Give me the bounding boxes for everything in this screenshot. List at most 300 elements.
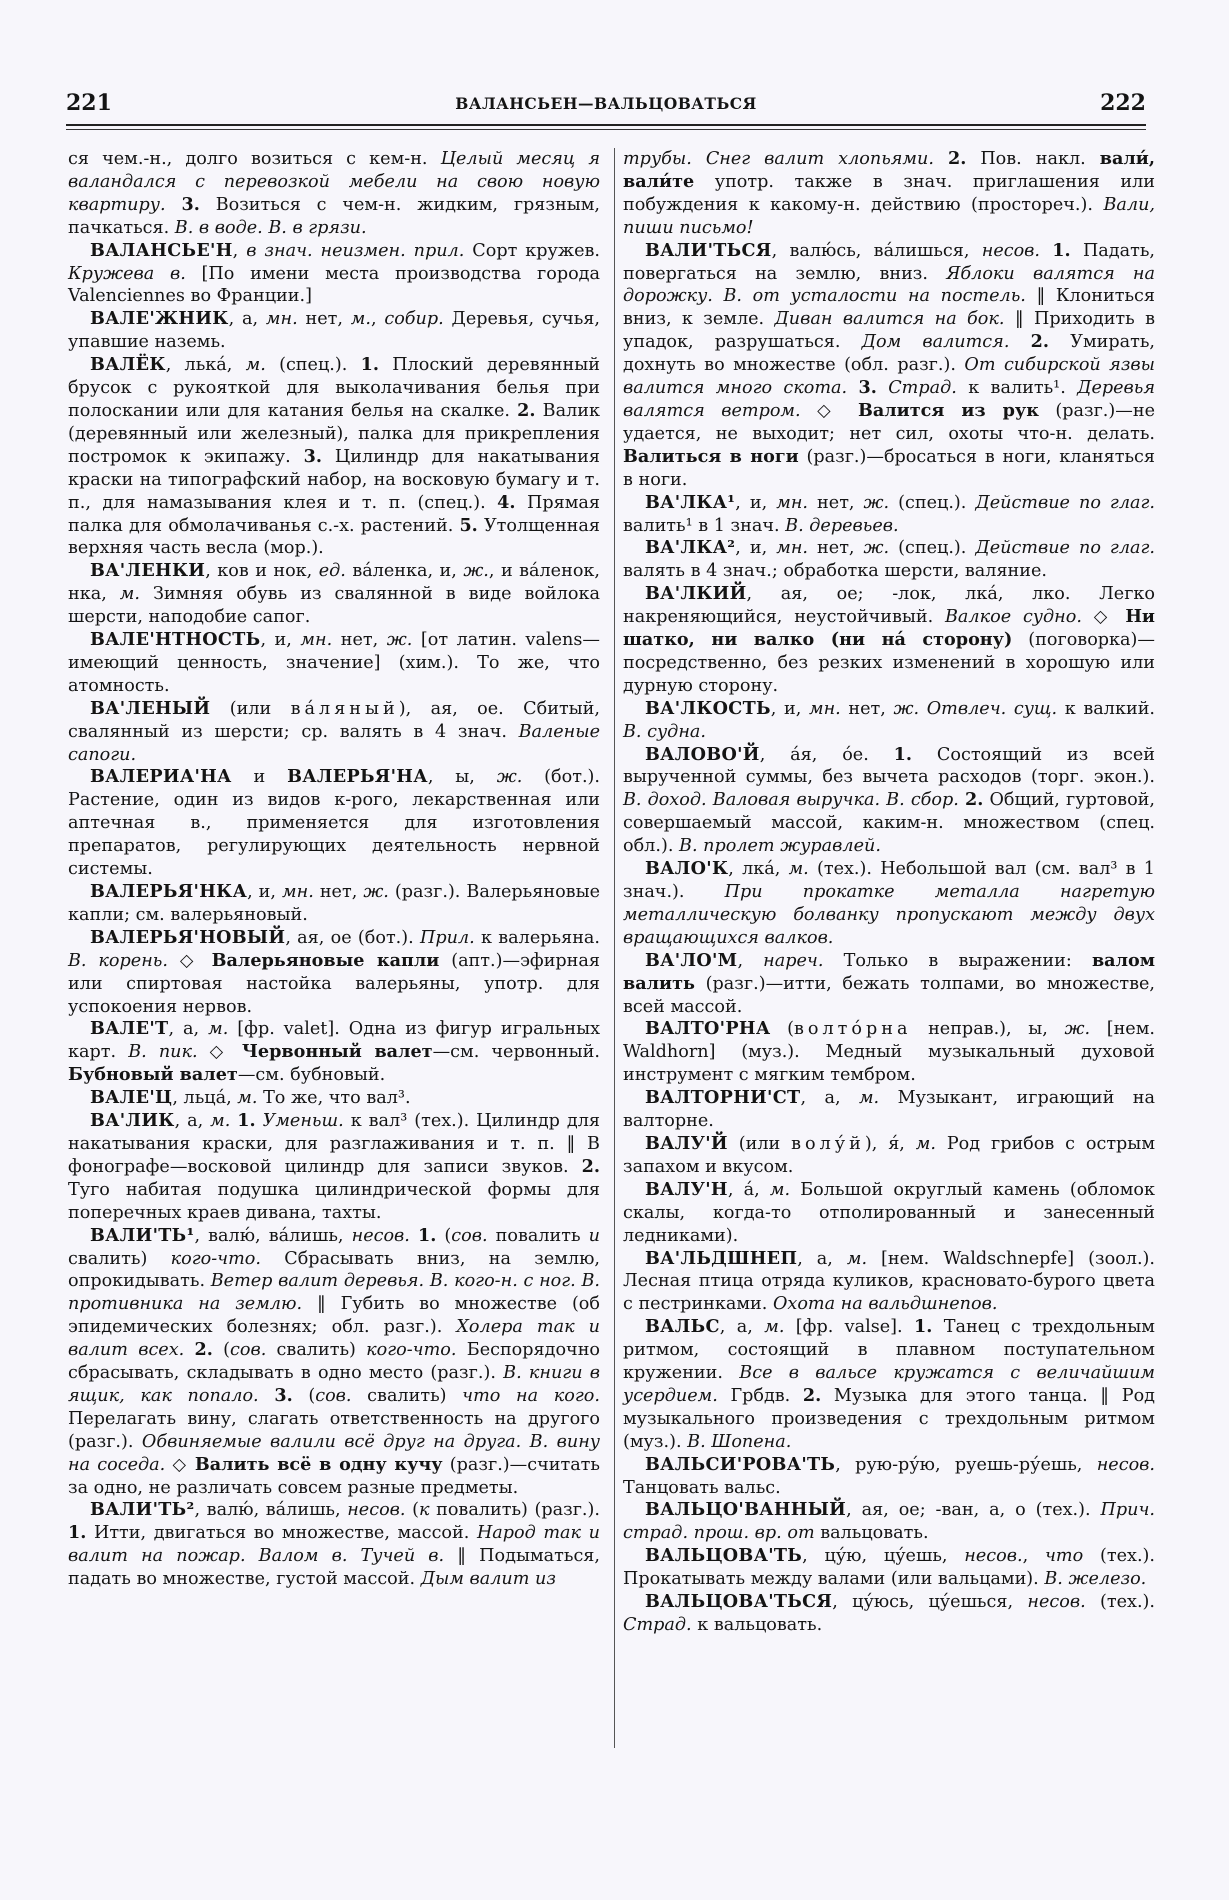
italic-text: В. Шопена. [687,1431,792,1452]
entry-text: к вальцовать. [691,1615,823,1635]
dictionary-entry [623,1248,1155,1317]
entry-text: Танцовать вальс. [623,1477,781,1498]
headword: ВАЛЕ'Ц [90,1087,173,1109]
italic-text: мн. [282,882,314,902]
entry-text: ( [292,1385,316,1406]
italic-text: сов. [315,1385,352,1406]
dictionary-entry [68,629,600,698]
entry-text [184,1340,194,1360]
entry-text: , а, [800,1088,859,1109]
italic-text: мн. [265,309,298,330]
italic-text: что на кого. [462,1385,600,1406]
entry-text: Зимняя обувь из свалянной в виде войлока шерсти, наподобие сапог. [68,584,600,628]
headword: ВАЛЕ'ЖНИК [90,308,229,330]
entry-text: (спец.). [889,538,976,559]
entry-text: Грбдв. [717,1385,803,1406]
entry-text: [фр. valet]. Одна из фигур игральных карт. [68,1019,600,1063]
entry-text: [По имени места производства города Valenciennes во Франции.] [68,263,600,307]
italic-text: и [588,1225,600,1246]
italic-text: ж. [463,561,489,582]
entry-text: , и, [260,630,301,651]
bold-text: 1. [360,354,379,376]
entry-text: Валик (деревянный или железный), палка для прикрепления постромок к экипажу. [68,400,600,467]
italic-text: Диван валится на бок. [774,309,1005,330]
entry-text: Прямая палка для обмолачиванья с.-х. растений. [68,492,600,536]
italic-text: В. судна. [623,721,706,742]
entry-text: Музыка для этого танца. ‖ Род музыкального произведения с трехдольным ритмом (муз.). [623,1385,1155,1452]
entry-text: —см. червонный. [432,1042,600,1063]
entry-text: Только в выражении: [823,950,1092,971]
entry-text: , цу́ю, цу́ешь, [802,1546,965,1567]
entry-text: (спец.). [889,492,976,513]
entry-text: употр. также в знач. приглашения или побуждения к какому-н. действию (простореч.). [623,171,1155,215]
dictionary-entry [68,560,600,629]
entry-text: валить¹ в 1 знач. [623,515,786,536]
entry-text [847,378,858,398]
bold-text: 1. [417,1224,437,1246]
entry-text [166,195,182,215]
italic-text: кого-что. [170,1248,261,1269]
dictionary-entry [623,1545,1155,1591]
entry-text: ся чем.-н., долго возиться с кем-н. [68,149,441,169]
italic-text: м. [788,859,809,880]
bold-text: 3. [858,377,877,399]
headword: ВА'ЛИК [90,1110,175,1132]
entry-text: , и, [735,538,777,559]
dictionary-entry [68,1225,600,1500]
entry-text: , и, [770,698,809,719]
entry-continuation [68,148,600,240]
italic-text: ж. [863,492,890,513]
italic-text: мн. [300,630,333,651]
italic-text: Уменьш. [262,1111,344,1132]
italic-text: Народ так и валит на пожар. Валом в. Тучей в. [68,1523,600,1567]
entry-text: Пов. накл. [966,149,1100,169]
dictionary-entry [68,1018,600,1087]
dictionary-entry [623,744,1155,859]
headword: ВАЛТО'РНА [645,1018,771,1040]
dictionary-entry [623,1018,1155,1087]
dictionary-entry [68,927,600,1019]
italic-text: Вали, пиши письмо! [623,194,1155,238]
italic-text: м. [769,1179,791,1200]
headword: ВА'ЛКА² [645,537,736,559]
entry-text: ◇ [1081,607,1126,628]
italic-text: ж. [863,538,890,559]
bold-text: 4. [497,491,516,513]
headword: ВАЛИ'ТЬСЯ [645,239,772,261]
headword: ВАЛЬЦО'ВАННЫЙ [645,1499,847,1521]
right-column [623,148,1155,1637]
entry-text: ( [770,1019,794,1040]
italic-text: Страд. [623,1615,692,1635]
entry-text: Перелагать вину, слагать ответственность на другого (разг.). [68,1408,600,1452]
italic-text: При прокатке металла нагретую металлическую болванку пропускают между двух вращающихся валков. [623,882,1155,948]
entry-text: Деревья, сучья, упавшие наземь. [68,309,601,353]
entry-text: , и, [247,882,283,902]
italic-text: Обвиняемые валили всё друг на друга. В. вину на соседа. [68,1431,601,1475]
entry-text: , цу́юсь, цу́ешься, [832,1592,1028,1613]
headword: ВАЛЬЦОВА'ТЬСЯ [645,1591,833,1613]
entry-text [410,1226,418,1246]
italic-text: сов. [230,1340,267,1361]
italic-text: мн. [776,538,809,559]
headword: ВАЛУ'Н [645,1178,728,1200]
entry-text: к валить¹. [956,378,1078,399]
bold-text: Ни шатко, ни валко (ни на́ сторону) [623,606,1155,651]
entry-text: волто́рна [793,1019,912,1040]
entry-text: ◇ [197,1042,242,1063]
entry-text: (бот.). Растение, один из видов к-рого, лекарственная или аптечная в., применяется для изготовления препаратов, регулирующих деятельность нервной системы. [68,767,600,880]
entry-text: Утолщенная верхняя часть весла (мор.). [68,515,600,559]
entry-text: (разг.). Валерьяновые капли; см. валерьяновый. [68,882,600,925]
entry-text: нет, [313,882,364,902]
entry-text: ), я́, [864,1133,916,1154]
entry-text: Туго набитая подушка цилиндрической формы для поперечных краев дивана, тахты. [68,1179,600,1223]
entry-text: , а, [168,1019,209,1040]
bold-text: 1. [1052,239,1071,261]
italic-text: В. пик. [128,1042,198,1063]
italic-text: собир. [384,309,444,330]
entry-text [877,378,888,398]
entry-text: (тех.). Небольшой вал (см. вал³ в 1 знач.). [623,859,1155,902]
italic-text: Охота на вальдшнепов. [772,1294,998,1315]
italic-text: кого-что. [366,1340,457,1361]
entry-text: (поговорка)—посредственно, без резких изменений в хорошую или дурную сторону. [623,630,1155,696]
italic-text: Действие по глаг. [975,538,1155,559]
dictionary-entry [68,354,600,560]
dictionary-entry [623,698,1155,744]
italic-text: Действие по глаг. [975,492,1155,513]
entry-text: , а, [174,1111,211,1132]
entry-text: То же, что вал³. [257,1088,411,1109]
entry-text: , и ва́ленок, нка, [68,561,600,605]
italic-text: Все в вальсе кружатся с величайшим усердием. [623,1363,1155,1406]
entry-text: , лька́, [165,355,246,376]
headword: ВАЛЬС [645,1316,720,1338]
italic-text: В. доход. Валовая выручка. В. сбор. [623,790,959,811]
headword: ВАЛЕРИА'НА [90,766,232,788]
entry-text: ‖ Приходить в упадок, разрушаться. [623,309,1155,353]
entry-text: Итти, двигаться во множестве, массой. [86,1523,477,1544]
entry-text: Плоский деревянный брусок с рукояткой для выколачивания белья при полоскании или для катания белья на скалке. [68,355,600,421]
entry-text [259,1386,275,1406]
entry-text: Возиться с чем-н. жидким, грязным, пачкаться. [68,194,601,238]
headword: ВАЛТОРНИ'СТ [645,1087,801,1109]
entry-text: , валю́сь, ва́лишься, [771,240,982,261]
entry-text: [фр. valse]. [784,1317,915,1338]
headword: ВАЛЕ'Т [90,1018,169,1040]
italic-text: несов. [347,1500,406,1521]
entry-text: , [737,950,764,971]
italic-text: Холера так и валит всех. [68,1317,600,1361]
entry-text: Умирать, дохнуть во множестве (обл. разг.). [623,332,1156,376]
bold-text: Валится из рук [858,399,1039,421]
headword: ВА'ЛЕНКИ [90,560,206,582]
entry-text: , [1022,1546,1045,1567]
italic-text: Прил. [420,927,475,948]
entry-text: ◇ [800,400,858,421]
entry-text: , а, [719,1317,765,1338]
bold-text: 2. [947,148,967,169]
entry-text: валять в 4 знач.; обработка шерсти, валяние. [623,561,1048,582]
entry-text: вальцовать. [814,1523,929,1544]
dictionary-entry [623,1591,1155,1637]
dictionary-entry [623,950,1155,1019]
italic-text: Кружева в. [68,263,186,284]
entry-text: нет, [808,492,864,513]
entry-text: , [232,240,247,261]
entry-text: , льца́, [172,1088,238,1109]
entry-text: (апт.)—эфирная или спиртовая настойка валерьяны, употр. для успокоения нервов. [68,950,600,1017]
header-rule-thin [66,129,1146,130]
headword: ВА'ЛЬДШНЕП [645,1247,798,1269]
entry-text: , а́я, о́е. [759,744,894,765]
italic-text: м. [858,1088,880,1109]
entry-text [1040,241,1052,261]
entry-text: свалить) [351,1385,463,1406]
page-number-right: 222 [1100,90,1146,116]
entry-text: , ы, [427,767,497,788]
left-column [68,148,600,1591]
entry-text: , рую-ру́ю, руешь-ру́ешь, [835,1454,1097,1475]
entry-text: , [370,309,385,330]
entry-text: Большой округлый камень (обломок скалы, когда-то отполированный и занесенный ледниками). [623,1179,1155,1246]
dictionary-entry [68,766,600,881]
headword: ВАЛЕ'НТНОСТЬ [90,629,261,651]
bold-text: 5. [459,514,478,536]
column-divider [614,148,615,1748]
entry-text: нет, [840,698,894,719]
entry-text: [нем. Waldhorn] (муз.). Медный музыкальный духовой инструмент с мягким тембром. [623,1019,1155,1086]
entry-text: ва́ленка, и, [345,561,464,582]
dictionary-entry [68,881,600,927]
entry-text: Состоящий из всей вырученной суммы, без вычета расходов (торг. экон.). [623,744,1155,788]
entry-text: ‖ Подыматься, падать во множестве, густой массой. [68,1546,600,1590]
bold-text: вали́, вали́те [623,148,1155,192]
italic-text: Дым валит из [420,1569,556,1590]
dictionary-entry [68,240,600,309]
entry-text: ‖ Губить во множестве (об эпидемических болезнях; обл. разг.). [68,1294,600,1338]
bold-text: 3. [181,193,200,215]
italic-text: трубы. Снег валит хлопьями. [623,149,934,169]
italic-text: ж. [363,882,389,902]
entry-text: (или [210,698,291,719]
italic-text: м. [119,584,140,605]
page-header [66,90,1146,120]
entry-text: ‖ Клониться вниз, к земле. [623,286,1155,330]
headword: ВА'ЛКОСТЬ [645,697,771,719]
entry-text: ◇ [167,950,212,971]
entry-text: и [231,767,288,788]
headword: ВАЛЁК [90,354,166,376]
entry-text: (спец.). [265,355,361,376]
italic-text: В. пролет журавлей. [679,836,881,857]
entry-text [919,699,927,719]
italic-text: В. в воде. В. в грязи. [174,217,367,238]
italic-text: в знач. неизмен. прил. [246,240,465,261]
entry-text: ), ая, ое. Сбитый, свалянный из шерсти; ср. валять в 4 знач. [68,698,600,742]
italic-text: м. [210,1111,231,1132]
headword: ВАЛАНСЬЕ'Н [90,239,233,261]
bold-text: 2. [581,1155,600,1177]
italic-text: В. корень. [68,950,168,971]
dictionary-entry [68,1110,600,1225]
entry-text: к валкий. [1057,698,1156,719]
italic-text: Целый месяц я валандался с перевозкой мебели на свою новую квартиру. [68,149,600,215]
entry-text: , а́, [727,1179,770,1200]
italic-text: Страд. [888,378,957,399]
entry-text [934,149,948,169]
dictionary-entry [623,1133,1155,1179]
dictionary-entry [623,1179,1155,1248]
headword: ВАЛИ'ТЬ¹ [90,1224,195,1246]
bold-text: 1. [237,1110,256,1132]
dictionary-entry [623,1499,1155,1545]
headword: ВАЛЕРЬЯ'НА [287,766,428,788]
italic-text: Деревья валятся ветром. [623,378,1156,421]
headword: ВАЛЕРЬЯ'НКА [90,881,248,902]
italic-text: ед. [318,561,346,582]
entry-text: неправ.), ы, [911,1019,1065,1040]
entry-text: Сбрасывать вниз, на землю, опрокидывать. [68,1248,601,1292]
entry-continuation [623,148,1155,240]
italic-text: сов. [451,1225,488,1246]
italic-text: От сибирской язвы валится много скота. [623,355,1155,399]
entry-text: , ая, ое (бот.). [285,927,420,948]
entry-text: нет, [297,309,351,330]
entry-text: [нем. Waldschnepfe] (зоол.). Лесная птица отряда куликов, красновато-бурого цвета с пестринками. [623,1248,1155,1315]
entry-text: , ая, ое; -ван, а, о (тех.). [846,1500,1101,1521]
entry-text: , и, [735,492,777,513]
entry-text: свалить) [266,1340,367,1361]
dictionary-entry [623,1316,1155,1453]
dictionary-entry [623,1087,1155,1133]
entry-text: волу́й [791,1133,865,1154]
entry-text: нет, [808,538,864,559]
italic-text: Ветер валит деревья. В. кого-н. с ног. В. противника на землю. [68,1271,600,1315]
entry-text: , а, [797,1248,847,1269]
italic-text: несов. [351,1225,410,1246]
italic-text: В. железо. [1044,1569,1147,1590]
italic-text: м. [245,355,266,376]
entry-text: к вал³ (тех.). Цилиндр для накатывания краски, для разглаживания и т. п. ‖ В фонографе—восковой цилиндр для записи звуков. [68,1111,601,1177]
entry-text [256,1111,263,1131]
italic-text: что [1044,1546,1084,1567]
italic-text: м. [846,1248,868,1269]
entry-text: ◇ [165,1454,195,1475]
headword: ВАЛИ'ТЬ² [90,1499,195,1521]
entry-text [1009,332,1030,352]
italic-text: мн. [776,492,809,513]
dictionary-entry [68,308,600,354]
entry-text: Общий, гуртовой, совершаемый массой, каким-н. множеством (спец. обл.). [623,790,1155,857]
entry-text: (тех.). [1085,1592,1156,1613]
bold-text: 2. [194,1339,213,1361]
entry-text: (разг.)—считать за одно, не различать совсем разные предметы. [68,1454,600,1498]
header-rule-thick [66,124,1146,126]
italic-text: несов. [964,1546,1023,1567]
dictionary-entry [623,492,1155,538]
bold-text: 1. [914,1316,933,1338]
entry-text: к валерьяна. [474,927,600,948]
dictionary-entry [68,698,600,767]
headword: ВАЛЬЦОВА'ТЬ [645,1545,803,1567]
italic-text: В. деревьев. [785,515,899,536]
italic-text: ж. [1064,1019,1091,1040]
italic-text: к [418,1500,430,1521]
bold-text: 1. [68,1522,87,1544]
entry-text: (тех.). Прокатывать между валами (или вальцами). [623,1546,1156,1590]
bold-text: Валерьяновые капли [211,949,440,971]
italic-text: м. [237,1088,258,1109]
bold-text: Валить всё в одну кучу [194,1453,443,1475]
dictionary-entry [623,858,1155,950]
headword: ВА'ЛО'М [645,949,738,971]
entry-text: Падать, повергаться на землю, вниз. [623,240,1156,284]
headword: ВА'ЛКИЙ [645,583,747,605]
italic-text: Яблоки валятся на дорожку. В. от усталости на постель. [623,263,1155,307]
bold-text: 1. [893,743,913,765]
bold-text: 2. [964,789,984,811]
italic-text: м. [208,1019,229,1040]
dictionary-entry [623,240,1155,492]
dictionary-entry [623,583,1155,698]
headword: ВА'ЛКА¹ [645,491,736,513]
entry-text: нет, [332,630,387,651]
italic-text: Прич. страд. прош. вр. от [623,1500,1155,1544]
entry-text: Род грибов с острым запахом и вкусом. [623,1133,1155,1177]
entry-text: Танец с трехдольным ритмом, состоящий в плавном поступательном кружении. [623,1317,1155,1384]
entry-text: Беспорядочно сбрасывать, складывать в одно место (разг.). [68,1340,601,1384]
italic-text: Валеные сапоги. [68,721,600,765]
entry-text: , лка́, [728,859,789,880]
entry-text: ( [405,1500,419,1521]
entry-text: , ков и нок, [205,561,319,582]
entry-text: Сорт кружев. [464,240,600,261]
entry-text: ( [436,1225,452,1246]
entry-text: повалить) (разг.). [429,1500,600,1521]
entry-text: Музыкант, играющий на валторне. [623,1088,1155,1132]
bold-text: Валиться в ноги [623,445,799,467]
italic-text: м. [915,1133,936,1154]
italic-text: В. книги в ящик, как попало. [68,1363,600,1406]
entry-text: , валю́, ва́лишь, [194,1225,352,1246]
entry-text: (разг.)—итти, бежать толпами, во множестве, всей массой. [623,973,1155,1017]
bold-text: Червонный валет [241,1041,433,1063]
italic-text: нареч. [763,950,824,971]
bold-text: валом валить [623,949,1156,994]
running-head: ВАЛАНСЬЕН—ВАЛЬЦОВАТЬСЯ [455,94,757,113]
bold-text: 2. [802,1384,822,1406]
entry-text: свалить) [68,1248,171,1269]
italic-text: несов. [981,240,1041,261]
entry-text: ва́ляный [290,698,399,719]
entry-text: (или [727,1133,792,1154]
italic-text: ж. [893,698,920,719]
entry-text: (разг.)—не удается, не выходит; нет сил, охоты что-н. делать. [623,400,1156,444]
entry-text: ( [212,1340,231,1361]
italic-text: несов. [1027,1592,1086,1613]
italic-text: Валкое судно. [945,607,1082,628]
headword: ВА'ЛЕНЫЙ [90,697,211,719]
entry-text: , валю́, ва́лишь, [194,1500,348,1521]
bold-text: 3. [274,1384,293,1406]
headword: ВАЛУ'Й [645,1132,728,1154]
entry-text: , ая, ое; -лок, лка́, лко. Легко накреняющийся, неустойчивый. [623,584,1155,628]
dictionary-entry [623,1454,1155,1500]
bold-text: 3. [303,445,323,467]
